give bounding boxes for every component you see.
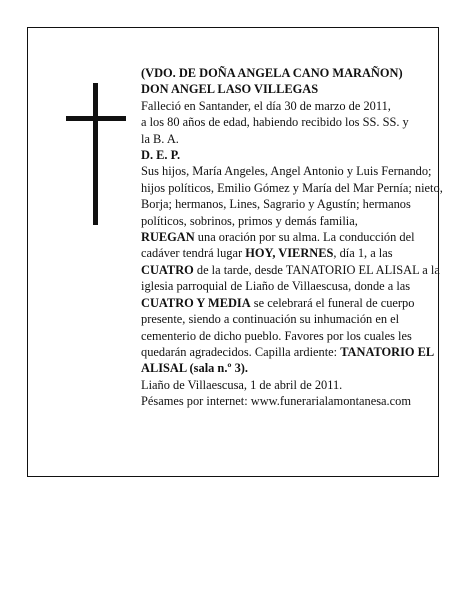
death-line-1: Falleció en Santander, el día 30 de marzo de 2011, <box>141 98 391 113</box>
obituary-text <box>141 65 447 410</box>
death-line-2: a los 80 años de edad, habiendo recibido los SS. SS. y <box>141 115 409 130</box>
rip-line: D. E. P. <box>141 148 181 163</box>
death-line-3: la B. A. <box>141 131 179 146</box>
mass-hour-emphasis: CUATRO Y MEDIA <box>141 295 251 310</box>
obituary-notice <box>27 27 443 477</box>
family-paragraph: Sus hijos, María Angeles, Angel Antonio y Luis Fernando; hijos políticos, Emilio Gómez y María del Mar Pernía; nieto, Borja; hermanos, Lines, Sagrario y Agustín; hermanos políticos, sobrinos, primos y demás familia, <box>141 164 443 228</box>
ruegan-word: RUEGAN <box>141 230 195 245</box>
day-emphasis: HOY, VIERNES <box>245 246 334 261</box>
funeral-paragraph: RUEGAN una oración por su alma. La conducción del cadáver tendrá lugar HOY, VIERNES, día 1, a las CUATRO de la tarde, desde TANATORIO EL ALISAL a la iglesia parroquial de Liaño de Villaescusa, donde a las CUATRO Y MEDIA se celebrará el funeral de cuerpo presente, siendo a continuación su inhumación en el cementerio de dicho pueblo. Favores por los cuales les quedarán agradecidos. Capilla ardiente: TANATORIO EL ALISAL (sala n.º 3). <box>141 230 440 376</box>
widow-heading: (VDO. DE DOÑA ANGELA CANO MARAÑON) <box>141 66 403 80</box>
condolences-line: Pésames por internet: www.funerarialamontanesa.com <box>141 394 411 409</box>
place-date: Liaño de Villaescusa, 1 de abril de 2011. <box>141 377 343 392</box>
deceased-name: DON ANGEL LASO VILLEGAS <box>141 82 319 97</box>
hour-emphasis: CUATRO <box>141 262 194 277</box>
chapel-emphasis: TANATORIO EL ALISAL (sala n.º 3). <box>141 344 434 376</box>
